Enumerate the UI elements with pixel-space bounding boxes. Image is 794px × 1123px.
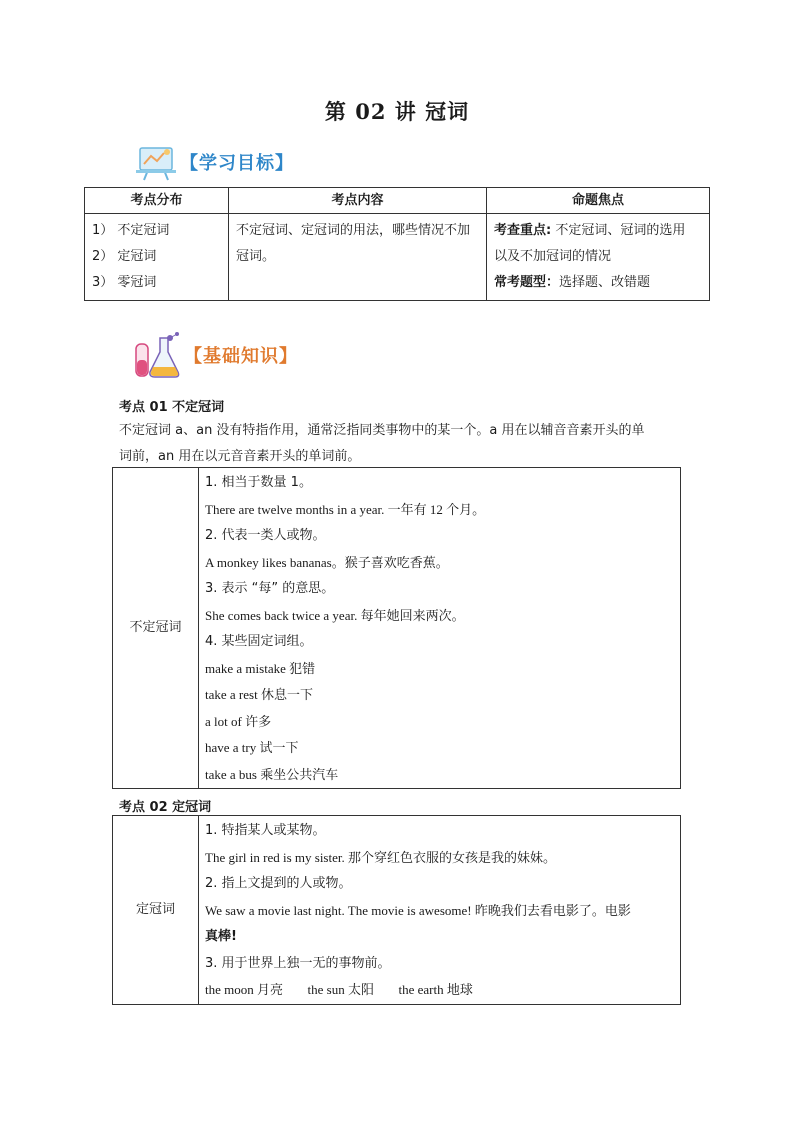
rule-line: 1. 相当于数量 1。 xyxy=(205,475,312,490)
intro-line: 不定冠词 a、an 没有特指作用，通常泛指同类事物中的某一个。a 用在以辅音音素开头的单 xyxy=(119,423,645,438)
section-basic-knowledge xyxy=(130,330,298,380)
example-line: 真棒! xyxy=(205,929,237,944)
type-text: 选择题、改错题 xyxy=(559,275,651,290)
section-label: 【基础知识】 xyxy=(184,346,298,367)
rule-line: 3. 用于世界上独一无的事物前。 xyxy=(205,955,391,971)
page-title: 第 02 讲 冠词 xyxy=(324,99,470,124)
phrase-item: the sun 太阳 xyxy=(307,982,374,997)
kd1-label: 不定冠词 xyxy=(113,468,199,789)
list-item: 1） 不定冠词 xyxy=(92,223,170,238)
kd1-table xyxy=(112,467,681,789)
intro-line: 词前，an 用在以元音音素开头的单词前。 xyxy=(119,449,361,464)
phrase-line xyxy=(205,977,674,1004)
kd2-content xyxy=(199,816,681,1005)
kd1-title: 考点 01 不定冠词 xyxy=(119,400,225,415)
flask-icon xyxy=(130,330,184,380)
phrase-item: the moon 月亮 xyxy=(205,982,283,997)
phrase-item: the earth 地球 xyxy=(398,982,473,997)
content-line: 不定冠词、定冠词的用法，哪些情况不加 xyxy=(236,223,471,238)
rule-line: 2. 代表一类人或物。 xyxy=(205,528,326,543)
kd2-title: 考点 02 定冠词 xyxy=(119,800,212,815)
objectives-table xyxy=(84,187,710,301)
phrase-line: have a try 试一下 xyxy=(205,740,299,755)
example-line: She comes back twice a year. 每年她回来两次。 xyxy=(205,607,465,623)
type-label: 常考题型： xyxy=(494,275,560,290)
example-line: We saw a movie last night. The movie is awesome! 昨晚我们去看电影了。电影 xyxy=(205,902,631,918)
rule-line: 2. 指上文提到的人或物。 xyxy=(205,876,352,891)
section-label: 【学习目标】 xyxy=(180,153,294,174)
whiteboard-icon xyxy=(134,142,180,182)
key-text: 不定冠词、冠词的选用 xyxy=(551,223,686,238)
distribution-cell xyxy=(85,214,229,301)
key-label: 考查重点: xyxy=(494,223,552,238)
list-item: 2） 定冠词 xyxy=(92,249,157,264)
phrase-line: take a rest 休息一下 xyxy=(205,687,313,702)
header-focus: 命题焦点 xyxy=(487,188,710,214)
kd2-label: 定冠词 xyxy=(113,816,199,1005)
section-learning-goals xyxy=(134,142,294,182)
example-line: There are twelve months in a year. 一年有 12 个月。 xyxy=(205,501,486,517)
kd1-content xyxy=(199,468,681,789)
header-content: 考点内容 xyxy=(229,188,487,214)
focus-cell xyxy=(487,214,710,301)
kd1-intro xyxy=(119,418,719,470)
rule-line: 1. 特指某人或某物。 xyxy=(205,823,326,838)
example-line: A monkey likes bananas。猴子喜欢吃香蕉。 xyxy=(205,554,449,570)
phrase-line: make a mistake 犯错 xyxy=(205,660,316,676)
example-line: The girl in red is my sister. 那个穿红色衣服的女孩是我的妹妹。 xyxy=(205,849,556,865)
kd2-table xyxy=(112,815,681,1005)
list-item: 3） 零冠词 xyxy=(92,275,157,290)
content-line: 冠词。 xyxy=(236,249,276,264)
phrase-line: a lot of 许多 xyxy=(205,713,272,729)
phrase-line: take a bus 乘坐公共汽车 xyxy=(205,766,339,782)
header-distribution: 考点分布 xyxy=(85,188,229,214)
content-cell xyxy=(229,214,487,301)
rule-line: 4. 某些固定词组。 xyxy=(205,634,313,649)
rule-line: 3. 表示 “每” 的意思。 xyxy=(205,581,335,596)
key-text-2: 以及不加冠词的情况 xyxy=(494,249,612,264)
